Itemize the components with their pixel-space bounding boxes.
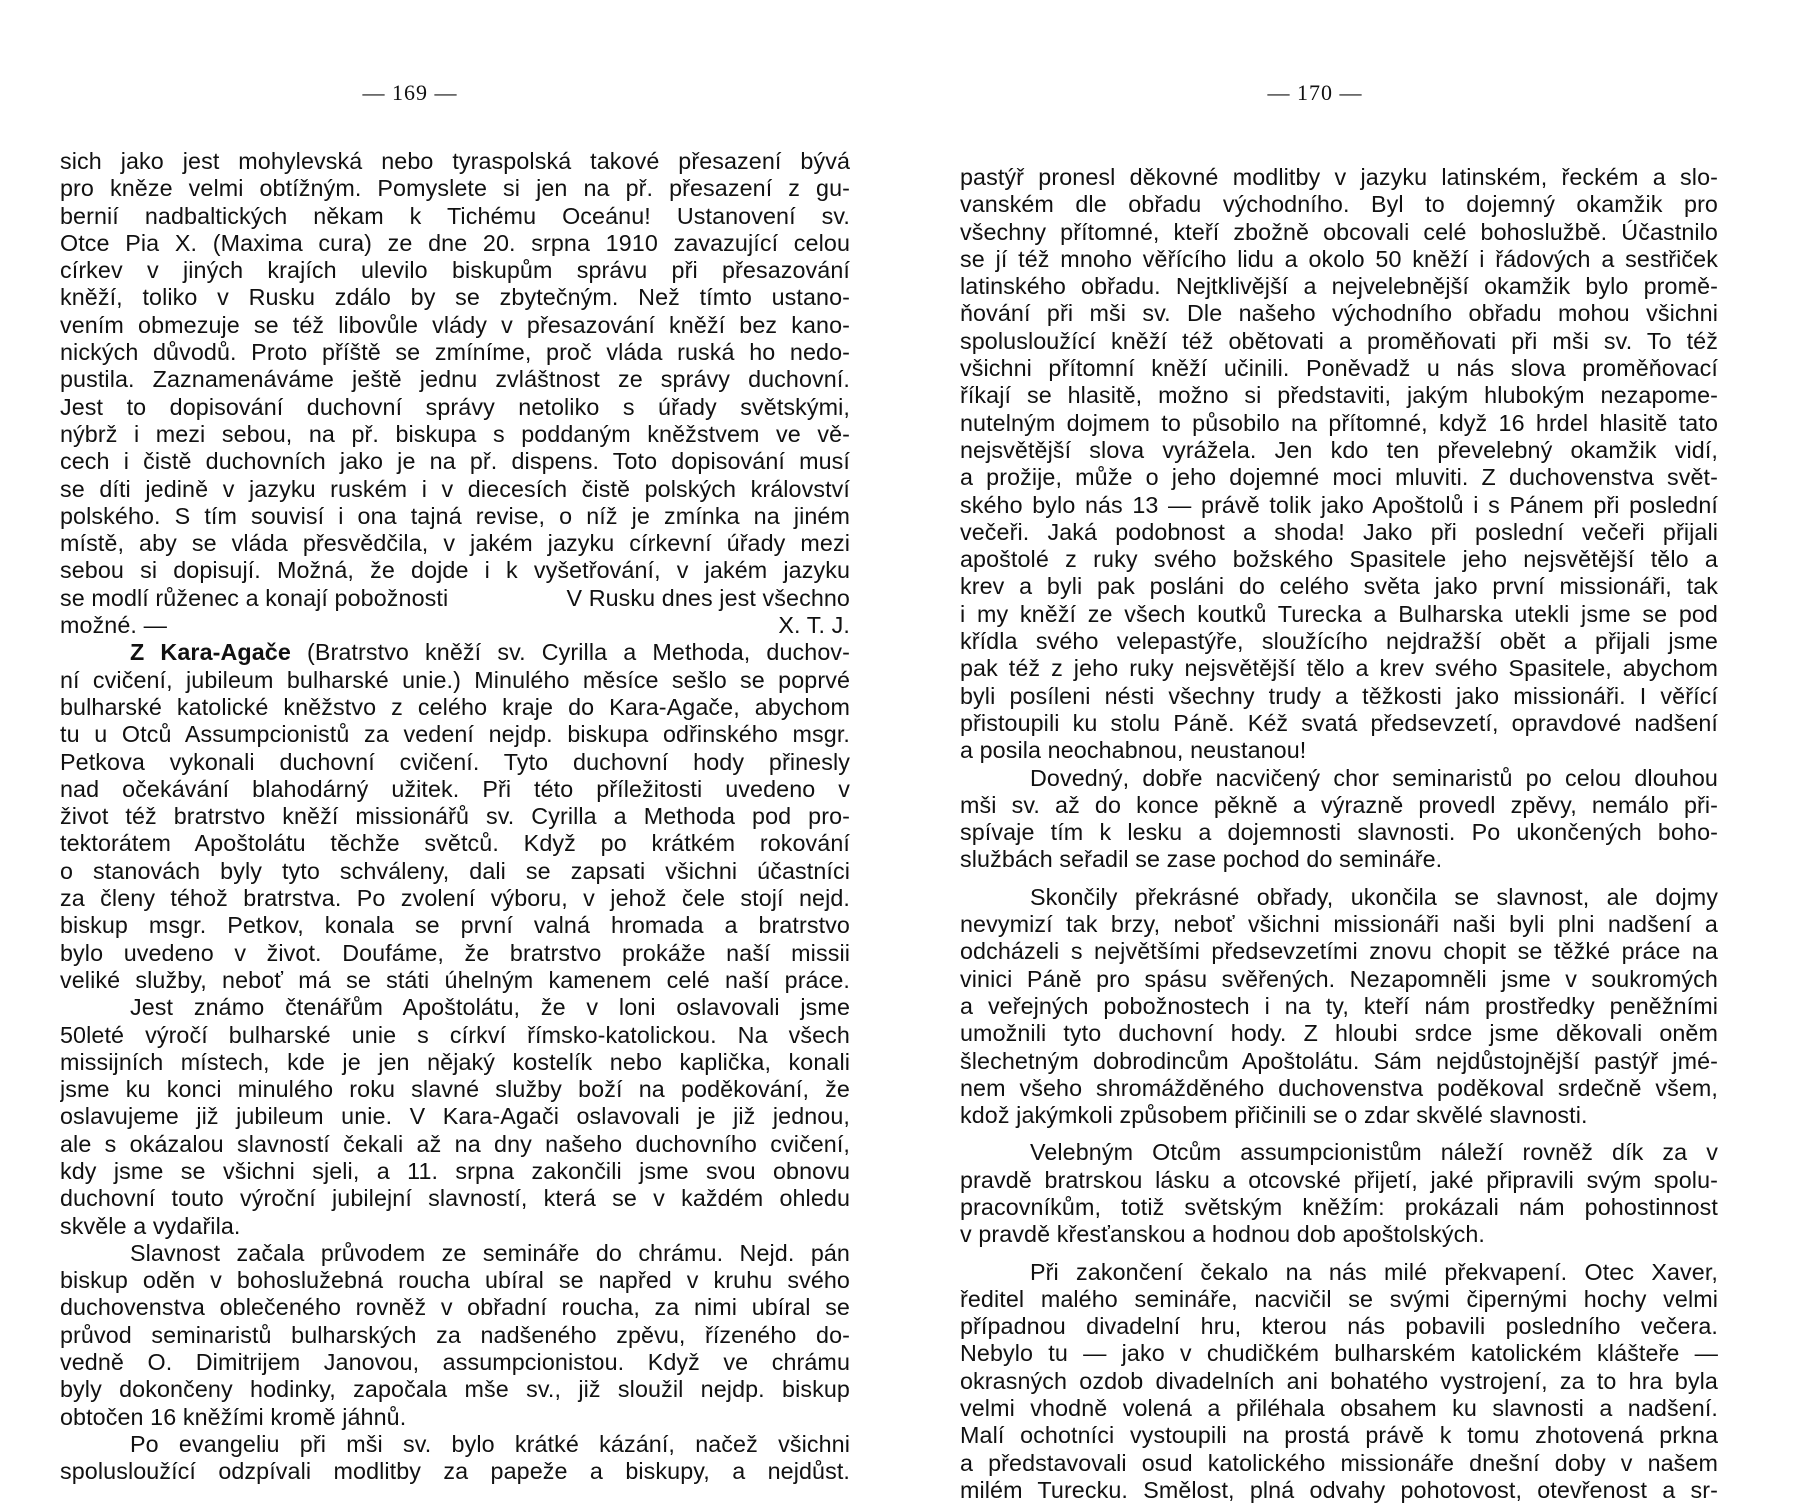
line-text: tektorátem Apoštolátu těchže světců. Když po krátkém rokování [60,830,850,857]
line-text: 50leté výročí bulharské unie s církví římsko-katolickou. Na všech [60,1021,850,1048]
text-line [960,355,1718,382]
text-line [960,601,1718,628]
text-line [60,448,850,475]
line-text: Velebným Otcům assumpcionistům náleží rovněž dík za v [1030,1139,1718,1166]
text-line [60,1322,850,1349]
line-text: byli posíleni nésti všechny trudy a těžkosti jako missionáři. I věřící [960,682,1718,709]
line-text: průvod seminaristů bulharských za nadšeného zpěvu, řízeného do- [60,1321,850,1348]
line-text: vanském dle obřadu východního. Byl to dojemný okamžik pro [960,191,1718,218]
line-text: nad očekávání blahodárný užitek. Při této příležitosti uvedeno v [60,775,850,802]
line-text: křídla svého velepastýře, sloužícího nejdražší obět a přijali jsme [960,628,1718,655]
line-text: veliké služby, neboť má se státi úhelným kamenem celé naší práce. [60,966,850,993]
paragraph-gap [960,1249,1718,1259]
text-line [960,683,1718,710]
text-line [960,1286,1718,1313]
line-text: Slavnost začala průvodem ze semináře do chrámu. Nejd. pán [130,1239,850,1266]
text-line [960,273,1718,300]
text-line [60,557,850,584]
line-text: spívaje tím k lesku a dojemnosti slavnosti. Po ukončených boho- [960,819,1718,846]
left-page [60,0,850,1500]
line-text: službách seřadil se zase pochod do semináře. [960,846,1443,873]
text-line [60,721,850,748]
line-text: pracovníkům, totiž světským kněžím: prokázali nám pohostinnost [960,1193,1718,1220]
line-text-right: V Rusku dnes jest všechno [566,584,850,611]
text-line [60,175,850,202]
section-heading: Z Kara-Agače [130,639,291,666]
text-line [60,694,850,721]
text-line [60,1049,850,1076]
text-line [60,1185,850,1212]
text-line [60,912,850,939]
right-page [960,0,1718,1503]
line-text: vinici Páně pro spásu svěřených. Nezapomněli jsme v soukromých [960,965,1718,992]
text-line [60,776,850,803]
line-text: večeři. Jaká podobnost a shoda! Jako při poslední večeři přijali [960,518,1718,545]
line-text: biskup oděn v bohoslužebná roucha ubíral se napřed v kruhu svého [60,1267,850,1294]
line-text: odcházeli s největšími předsevzetími znovu chopit se těžké práce na [960,938,1718,965]
line-text: nejsvětější slova vyrážela. Jen kdo ten převelebný okamžik vidí, [960,436,1718,463]
text-line [60,585,850,612]
text-line [60,1103,850,1130]
text-line [60,1431,850,1458]
line-text: pustila. Zaznamenáváme ještě jednu zvláštnost ze správy duchovní. [60,366,850,393]
text-line [960,1395,1718,1422]
text-line [60,1213,850,1240]
line-text: krev a byli pak posláni do celého světa jako první missionáři, tak [960,573,1718,600]
text-line [960,1340,1718,1367]
line-text: Otce Pia X. (Maxima cura) ze dne 20. srpna 1910 zavazující celou [60,229,850,256]
line-text: pastýř pronesl děkovné modlitby v jazyku latinském, řeckém a slo- [960,164,1718,190]
line-text: se jí též mnoho věřícího lidu a okolo 50 kněží i řádových a sestřiček [960,245,1718,272]
line-text: případnou divadelní hru, kterou nás pobavili posledního večera. [960,1313,1718,1340]
text-line [960,655,1718,682]
text-line [60,749,850,776]
text-line [960,410,1718,437]
line-text: nem všeho shromážděného duchovenstva poděkoval srdečně všem, [960,1074,1718,1101]
text-line [960,437,1718,464]
paragraph-gap [960,874,1718,884]
text-line [60,803,850,830]
text-line [960,1167,1718,1194]
text-line [60,230,850,257]
line-text: apoštolé z ruky svého božského Spasitele jeho nejsvětější tělo a [960,546,1718,573]
text-line [960,1368,1718,1395]
text-line [960,884,1718,911]
line-text: možné. — [60,612,167,639]
text-line [60,339,850,366]
line-text: ského bylo nás 13 — právě tolik jako Apoštolů i s Pánem při poslední [960,491,1718,518]
line-text: pravdě bratrskou lásku a otcovské přijetí, jaké připravili svým spolu- [960,1166,1718,1193]
line-text: mši sv. až do konce pěkně a výrazně provedl zpěvy, nemálo při- [960,791,1718,818]
line-text: vedně O. Dimitrijem Janovou, assumpcionistou. Když ve chrámu [60,1349,850,1376]
line-text: i my kněží ze všech koutků Turecka a Bulharska utekli jsme se pod [960,600,1718,627]
line-text: bulharské katolické kněžstvo z celého kraje do Kara-Agače, abychom [60,693,850,720]
line-text: Dovedný, dobře nacvičený chor seminaristů po celou dlouhou [1030,764,1718,791]
text-line [60,1376,850,1403]
line-text: Malí ochotníci vystoupili na prostá právě k tomu zhotovená prkna [960,1422,1718,1449]
line-text: bernií nadbaltických někam k Tichému Oceánu! Ustanovení sv. [60,202,850,229]
text-line [960,1075,1718,1102]
text-line [960,1422,1718,1449]
paragraph-gap [960,1129,1718,1139]
text-line [60,967,850,994]
text-line [60,1022,850,1049]
text-line [960,546,1718,573]
line-text: Skončily překrásné obřady, ukončila se slavnost, ale dojmy [1030,883,1718,910]
text-line [960,938,1718,965]
text-line [960,846,1718,873]
text-line [960,1102,1718,1129]
line-text: vením obmezuje se též libovůle vlády v přesazování kněží bez kano- [60,311,850,338]
line-text: církev v jiných krajích ulevilo biskupům správu při přesazování [60,257,850,284]
line-text: spolusloužící odzpívali modlitby za papeže a biskupy, a nejdůst. [60,1458,850,1485]
text-line [60,1240,850,1267]
text-line [960,382,1718,409]
text-line [960,519,1718,546]
line-text: Po evangeliu při mši sv. bylo krátké kázání, načež všichni [130,1430,850,1457]
line-text: v pravdě křesťanskou a hodnou dob apoštolských. [960,1221,1486,1248]
line-text: ředitel malého semináře, nacvičil se svými čipernými hochy velmi [960,1285,1718,1312]
line-text: oslavujeme již jubileum unie. V Kara-Agači oslavovali je již jednou, [60,1103,850,1130]
line-text: obtočen 16 kněžími kromě jáhnů. [60,1403,407,1430]
text-line [60,1076,850,1103]
line-text: pro kněze velmi obtížným. Pomyslete si jen na př. přesazení z gu- [60,175,850,202]
text-line [960,1450,1718,1477]
line-text: život též bratrstvo kněží missionářů sv. Cyrilla a Methoda pod pro- [60,803,850,830]
line-text: a veřejných pobožnostech i na ty, kteří nám prostředky peněžními [960,992,1718,1019]
line-text: přistoupili ku stolu Páně. Kéž svatá předsevzetí, opravdové nadšení [960,709,1718,736]
text-line [60,503,850,530]
line-text: o stanovách byly tyto schváleny, dali se zapsati všichni účastníci [60,857,850,884]
line-text: pak též z jeho ruky nejsvětější tělo a krev svého Spasitele, abychom [960,655,1718,682]
text-line [960,966,1718,993]
line-text: Při zakončení čekalo na nás milé překvapení. Otec Xaver, [1030,1258,1718,1285]
line-text: se díti jedině v jazyku ruském i v diecesích čistě polských království [60,475,850,502]
line-text: byly dokončeny hodinky, započala mše sv., již sloužil nejdp. biskup [60,1376,850,1403]
line-text: spolusloužící kněží též obětovati a proměňovati při mši sv. To též [960,327,1718,354]
line-text: duchovní touto výroční jubilejní slavností, která se v každém ohledu [60,1185,850,1212]
text-line [60,394,850,421]
line-text: a představovali osud katolického missionáře dnešní doby v našem [960,1449,1718,1476]
line-text: missijních místech, kde je jen nějaký kostelík nebo kaplička, konali [60,1048,850,1075]
line-text: milém Turecku. Smělost, plná odvahy pohotovost, otevřenost a sr- [960,1476,1718,1503]
line-text: nických důvodů. Proto příště se zmíníme, proč vláda ruská ho nedo- [60,339,850,366]
line-text: duchovenstva oblečeného rovněž v obřadní roucha, za nimi ubíral se [60,1294,850,1321]
line-text: šlechetným dobrodincům Apoštolátu. Sám nejdůstojnější pastýř jmé- [960,1047,1718,1074]
text-line [960,628,1718,655]
line-text: se modlí růženec a konají pobožnosti [60,584,449,611]
page-number: — 169 — [362,80,458,105]
line-text: skvěle a vydařila. [60,1212,241,1239]
line-text: ní cvičení, jubileum bulharské unie.) Minulého měsíce sešlo se poprvé [60,666,850,693]
line-text-right: X. T. J. [778,612,850,639]
text-line [960,1259,1718,1286]
text-line [60,257,850,284]
text-line [60,1404,850,1431]
text-line [960,573,1718,600]
text-line [60,1131,850,1158]
text-line [60,994,850,1021]
text-line [60,612,850,639]
line-text: polského. S tím souvisí i ona tajná revise, o níž je zmínka na jiném [60,502,850,529]
text-line [60,203,850,230]
line-text: Nebylo tu — jako v chudičkém bulharském katolickém klášteře — [960,1340,1718,1367]
text-line [960,1020,1718,1047]
text-line [60,858,850,885]
text-line [60,1267,850,1294]
text-line [960,1048,1718,1075]
text-line [60,312,850,339]
page-number: — 170 — [1267,80,1363,105]
line-text: nutelným dojmem to působilo na přítomné, když 16 hrdel hlasitě tato [960,409,1718,436]
text-line [60,284,850,311]
line-text: biskup msgr. Petkov, konala se první valná hromada a bratrstvo [60,912,850,939]
line-text: nýbrž i mezi sebou, na př. biskupa s poddaným kněžstvem ve vě- [60,420,850,447]
line-text: Jest známo čtenářům Apoštolátu, že v loni oslavovali jsme [130,994,850,1021]
line-text: a posila neochabnou, neustanou! [960,737,1307,764]
line-text: jsme ku konci minulého roku slavné služby boží na poděkování, že [60,1076,850,1103]
text-line [60,830,850,857]
line-text: všichni přítomní kněží učinili. Poněvadž u nás slova proměňovací [960,355,1718,382]
line-text: sich jako jest mohylevská nebo tyraspolská takové přesazení bývá [60,148,850,174]
line-text: kdy jsme se všichni sjeli, a 11. srpna zakončili jsme svou obnovu [60,1157,850,1184]
page-body [60,148,850,1486]
line-text: ale s okázalou slavností čekali až na dny našeho duchovního cvičení, [60,1130,850,1157]
line-text: říkají se hlasitě, možno si představiti, jakým hlubokým nezapome- [960,382,1718,409]
line-text: za členy téhož bratrstva. Po zvolení výboru, v jehož čele stojí nejd. [60,885,850,912]
line-text: okrasných ozdob divadelních ani bohatého vystrojení, za to hra byla [960,1367,1718,1394]
text-line [960,464,1718,491]
text-line [960,737,1718,764]
line-text: bylo uvedeno v život. Doufáme, že bratrstvo prokáže naší missii [60,939,850,966]
line-text: a prožije, může o jeho dojemné moci mluviti. Z duchovenstva svět- [960,464,1718,491]
text-line [60,1349,850,1376]
line-text: kněží, toliko v Rusku zdálo by se zbytečným. Než tímto ustano- [60,284,850,311]
text-line [960,300,1718,327]
line-text: (Bratrstvo kněží sv. Cyrilla a Methoda, duchov- [290,639,850,666]
text-line [960,1313,1718,1340]
text-line [60,639,850,666]
text-line [960,492,1718,519]
line-text: velmi vhodně volená a přiléhala obsahem ku slavnosti a nadšení. [960,1395,1718,1422]
text-line [60,1458,850,1485]
line-text: všechny přítomné, kteří zbožně obcovali celé bohoslužbě. Účastnilo [960,218,1718,245]
text-line [60,940,850,967]
line-text: místě, aby se vláda přesvědčila, v jakém jazyku církevní úřady mezi [60,530,850,557]
line-text: ňování při mši sv. Dle našeho východního obřadu mohou všichni [960,300,1718,327]
line-text: latinského obřadu. Nejtklivější a nejvelebnější okamžik bylo promě- [960,273,1718,300]
text-line [960,219,1718,246]
line-text: nevymizí tak brzy, neboť všichni missionáři naši byli plni nadšení a [960,911,1718,938]
line-text: umožnili tyto duchovní hody. Z hloubi srdce jsme děkovali oněm [960,1020,1718,1047]
line-text: sebou si dopisují. Možná, že dojde i k vyšetřování, v jakém jazyku [60,557,850,584]
text-line [60,667,850,694]
text-line [60,366,850,393]
line-text: Petkova vykonali duchovní cvičení. Tyto duchovní hody přinesly [60,748,850,775]
line-text: tu u Otců Assumpcionistů za vedení nejdp. biskupa odřinského msgr. [60,721,850,748]
text-line [60,1158,850,1185]
text-line [60,148,850,175]
text-line [960,191,1718,218]
text-line [60,885,850,912]
line-text: kdož jakýmkoli způsobem přičinili se o zdar skvělé slavnosti. [960,1102,1588,1129]
text-line [960,911,1718,938]
text-line [960,164,1718,191]
text-line [960,710,1718,737]
text-line [960,1221,1718,1248]
text-line [960,792,1718,819]
text-line [960,1194,1718,1221]
page-body [960,164,1718,1504]
text-line [960,765,1718,792]
text-line [60,476,850,503]
text-line [60,1294,850,1321]
text-line [960,819,1718,846]
line-text: cech i čistě duchovních jako je na př. dispens. Toto dopisování musí [60,448,850,475]
text-line [960,1139,1718,1166]
text-line [960,246,1718,273]
text-line [60,530,850,557]
text-line [960,328,1718,355]
line-text: Jest to dopisování duchovní správy netoliko s úřady světskými, [60,393,850,420]
text-line [60,421,850,448]
text-line [960,993,1718,1020]
